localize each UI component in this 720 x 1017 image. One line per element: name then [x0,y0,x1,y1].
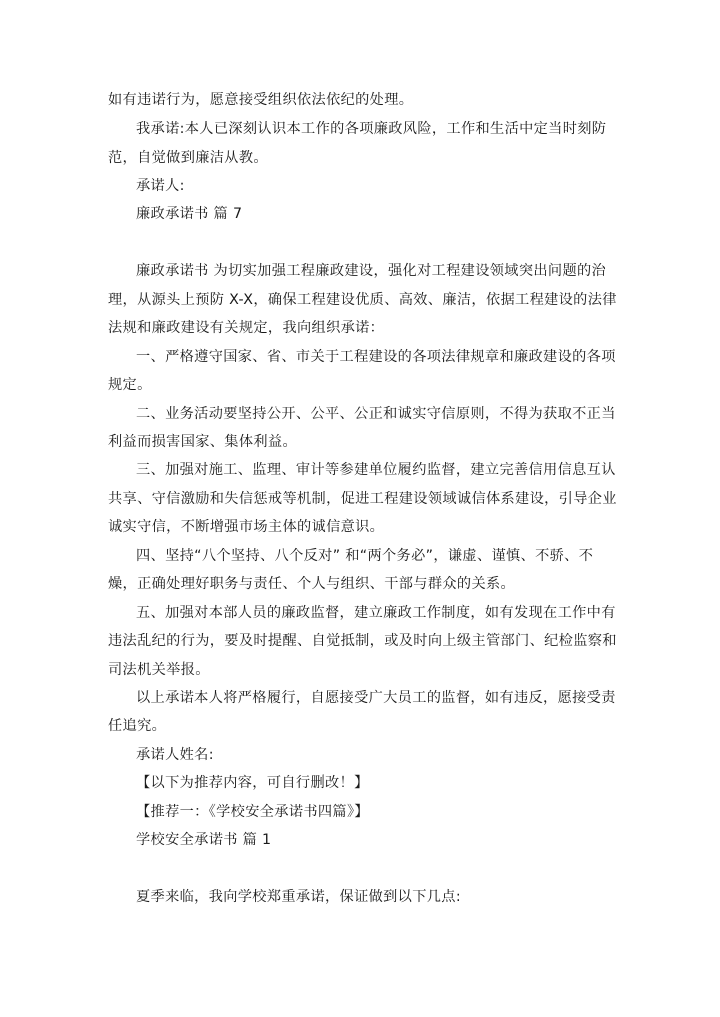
text-line: 二、业务活动要坚持公开、公平、公正和诚实守信原则，不得为获取不正当 [136,406,616,422]
text-line: 三、加强对施工、监理、审计等参建单位履约监督，建立完善信用信息互认 [136,462,616,478]
text-line: 【以下为推荐内容，可自行删改！】 [136,775,369,791]
text-line: 我承诺:本人已深刻认识本工作的各项廉政风险，工作和生活中定当时刻防 [136,121,607,137]
text-line: 四、坚持“八个坚持、八个反对” 和“两个务必”，谦虚、谨慎、不骄、不 [136,548,594,564]
text-line: 法规和廉政建设有关规定，我向组织承诺： [108,320,385,336]
text-line: 任追究。 [108,718,167,734]
text-line: 利益而损害国家、集体利益。 [108,434,297,450]
text-line: 一、严格遵守国家、省、市关于工程建设的各项法律规章和廉政建设的各项 [136,349,616,365]
text-line: 理，从源头上预防 X-X，确保工程建设优质、高效、廉洁，依据工程建设的法律 [108,292,617,308]
text-line: 夏季来临，我向学校郑重承诺，保证做到以下几点: [136,889,461,905]
text-line: 以上承诺本人将严格履行，自愿接受广大员工的监督，如有违反，愿接受责 [136,690,616,706]
text-line: 五、加强对本部人员的廉政监督，建立廉政工作制度，如有发现在工作中有 [136,605,616,621]
text-line: 范，自觉做到廉洁从教。 [108,150,268,166]
text-line: 承诺人姓名: [136,747,214,763]
text-line: 廉政承诺书 为切实加强工程廉政建设，强化对工程建设领域突出问题的治 [136,263,607,279]
text-line: 诚实守信，不断增强市场主体的诚信意识。 [108,519,385,535]
text-line: 共享、守信激励和失信惩戒等机制，促进工程建设领域诚信体系建设，引导企业 [108,491,617,507]
text-line: 规定。 [108,377,152,393]
text-line: 【推荐一：《学校安全承诺书四篇》】 [136,804,369,820]
text-line: 承诺人: [136,178,185,194]
text-line: 燥，正确处理好职务与责任、个人与组织、干部与群众的关系。 [108,576,516,592]
text-line: 违法乱纪的行为，要及时提醒、自觉抵制，或及时向上级主管部门、纪检监察和 [108,633,617,649]
text-line: 司法机关举报。 [108,662,210,678]
section-heading: 学校安全承诺书 篇 1 [136,832,272,848]
text-line: 如有违诺行为，愿意接受组织依法依纪的处理。 [108,92,414,108]
section-heading: 廉政承诺书 篇 7 [136,206,243,222]
